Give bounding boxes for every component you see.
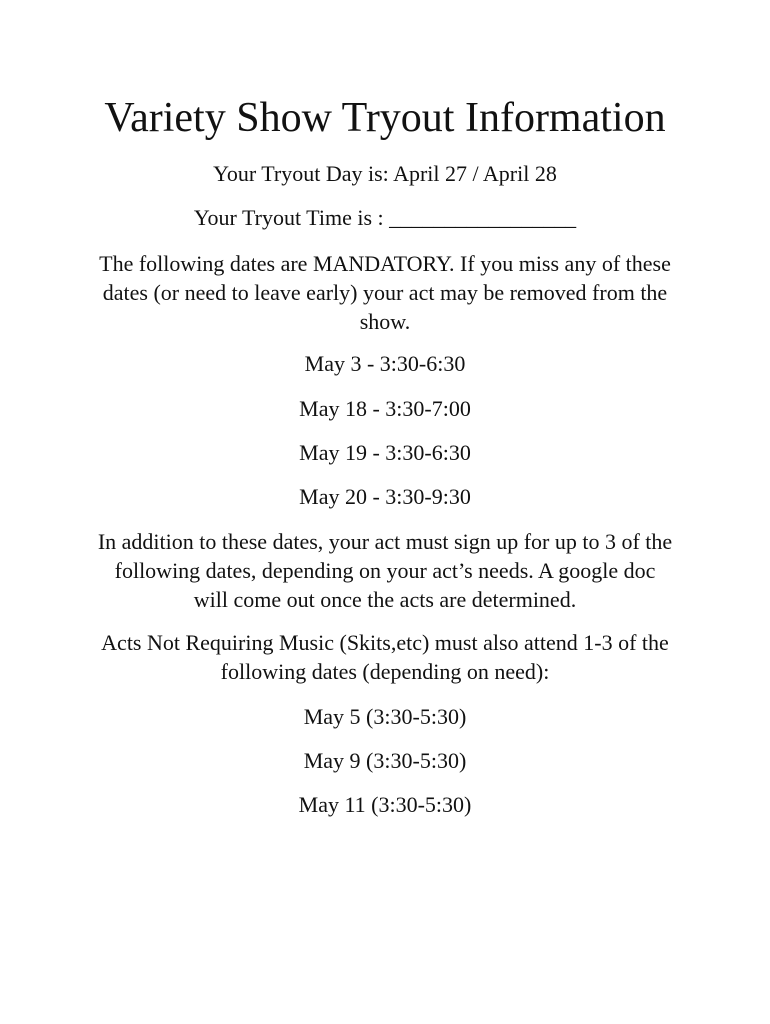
additional-dates-notice: In addition to these dates, your act must sign up for up to 3 of the following dates, depending on your act’s needs. A google doc will come out once the acts are determined.	[97, 529, 673, 612]
mandatory-notice: The following dates are MANDATORY. If you miss any of these dates (or need to leave early) your act may be removed from the show.	[99, 251, 671, 334]
tryout-time-line: Your Tryout Time is : _________________	[193, 205, 577, 230]
mandatory-date-item: May 18 - 3:30-7:00	[299, 396, 471, 421]
document-title: Variety Show Tryout Information	[104, 95, 666, 141]
no-music-date-item: May 11 (3:30-5:30)	[298, 792, 472, 817]
no-music-notice: Acts Not Requiring Music (Skits,etc) must also attend 1-3 of the following dates (depending on need):	[101, 630, 669, 684]
no-music-date-item: May 9 (3:30-5:30)	[303, 748, 467, 773]
no-music-date-item: May 5 (3:30-5:30)	[303, 704, 467, 729]
mandatory-date-item: May 3 - 3:30-6:30	[304, 351, 466, 376]
mandatory-date-item: May 20 - 3:30-9:30	[299, 484, 471, 509]
tryout-day-line: Your Tryout Day is: April 27 / April 28	[213, 161, 557, 186]
mandatory-date-item: May 19 - 3:30-6:30	[299, 440, 471, 465]
